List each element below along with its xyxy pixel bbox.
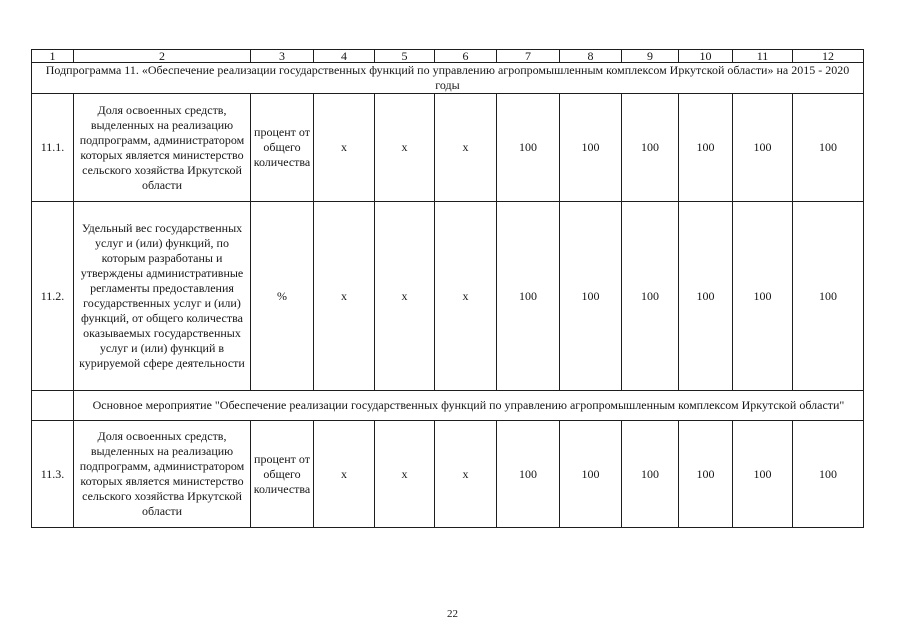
indicator-line: Доля освоенных средств,: [97, 102, 227, 117]
indicator-line: которых является министерство: [80, 147, 244, 162]
value-cell: х: [375, 94, 435, 202]
value-cell: 100: [679, 202, 733, 391]
indicator-line: которых является министерство: [80, 474, 244, 488]
value-cell: 100: [793, 421, 864, 528]
page-number: 22: [447, 608, 458, 620]
indicator-line: подпрограмм, администратором: [79, 132, 245, 147]
indicator-line: выделенных на реализацию: [90, 117, 234, 132]
indicator-line: области: [141, 504, 183, 518]
table-row: [32, 94, 864, 202]
subprogram-title-line: годы: [435, 78, 460, 92]
indicator-line: регламенты предоставления: [90, 281, 234, 295]
value-cell: 100: [497, 94, 560, 202]
unit-line: процент от: [254, 451, 310, 466]
value-cell: 100: [560, 94, 622, 202]
header-col-12: 12: [793, 50, 864, 63]
value-cell: 100: [622, 421, 679, 528]
header-col-8: 8: [560, 50, 622, 63]
indicator-name: [74, 202, 251, 391]
indicator-line: которым разработаны и: [101, 251, 223, 265]
table-row: [32, 202, 864, 391]
indicator-line: утверждены административные: [80, 266, 244, 280]
header-col-6: 6: [435, 50, 497, 63]
indicator-line: функций, от общего количества: [81, 311, 243, 325]
row-number: 11.3.: [32, 421, 74, 528]
value-cell: 100: [679, 421, 733, 528]
indicator-name: [74, 421, 251, 528]
header-col-3: 3: [251, 50, 314, 63]
unit-line: количества: [253, 155, 311, 169]
subprogram-title-line: Подпрограмма 11. «Обеспечение реализации государственных функций по управлению агропромышленным комплексом Иркутской области» на 2015 - 2020: [45, 63, 850, 77]
unit-line: процент от: [254, 125, 310, 139]
indicator-line: Доля освоенных средств,: [97, 429, 227, 443]
value-cell: 100: [793, 94, 864, 202]
indicator-line: государственных услуг и (или): [83, 296, 241, 310]
header-col-9: 9: [622, 50, 679, 63]
value-cell: 100: [622, 202, 679, 391]
header-col-2: 2: [74, 50, 251, 63]
header-col-4: 4: [314, 50, 375, 63]
value-cell: 100: [622, 94, 679, 202]
subprogram-title: [32, 63, 864, 94]
main-activity: Основное мероприятие "Обеспечение реализации государственных функций по управлению агропромышленным комплексом Иркутской области": [74, 391, 864, 421]
unit-cell: [251, 202, 314, 391]
indicator-line: области: [141, 177, 183, 192]
value-cell: х: [435, 94, 497, 202]
header-col-7: 7: [497, 50, 560, 63]
indicator-line: оказываемых государственных: [83, 326, 241, 340]
row-number: 11.2.: [32, 202, 74, 391]
unit-line: %: [277, 288, 287, 303]
indicator-name: [74, 94, 251, 202]
value-cell: 100: [497, 202, 560, 391]
indicator-line: выделенных на реализацию: [90, 444, 234, 458]
value-cell: 100: [733, 202, 793, 391]
value-cell: х: [375, 202, 435, 391]
value-cell: х: [435, 202, 497, 391]
header-row: [32, 50, 864, 63]
unit-cell: [251, 421, 314, 528]
value-cell: 100: [679, 94, 733, 202]
value-cell: х: [314, 421, 375, 528]
value-cell: х: [375, 421, 435, 528]
subprogram-row: [32, 63, 864, 94]
empty-cell: [32, 391, 74, 421]
unit-line: количества: [253, 481, 311, 496]
header-col-5: 5: [375, 50, 435, 63]
value-cell: 100: [497, 421, 560, 528]
value-cell: х: [435, 421, 497, 528]
value-cell: 100: [560, 202, 622, 391]
row-number: 11.1.: [32, 94, 74, 202]
indicator-line: услуг и (или) функций, по: [95, 236, 229, 250]
indicator-line: Удельный вес государственных: [81, 221, 243, 235]
indicator-line: услуг и (или) функций в: [99, 341, 225, 355]
unit-line: общего: [263, 140, 301, 154]
value-cell: 100: [733, 94, 793, 202]
header-col-1: 1: [32, 50, 74, 63]
main-activity-row: [32, 391, 864, 421]
value-cell: 100: [733, 421, 793, 528]
value-cell: 100: [793, 202, 864, 391]
indicator-line: курируемой сфере деятельности: [79, 356, 245, 370]
indicator-line: подпрограмм, администратором: [79, 459, 245, 473]
value-cell: 100: [560, 421, 622, 528]
indicator-line: сельского хозяйства Иркутской: [82, 162, 242, 177]
value-cell: х: [314, 202, 375, 391]
table-row: [32, 421, 864, 528]
indicator-line: сельского хозяйства Иркутской: [82, 489, 242, 503]
indicator-table: [31, 49, 864, 528]
header-col-11: 11: [733, 50, 793, 63]
unit-line: общего: [263, 466, 301, 481]
value-cell: х: [314, 94, 375, 202]
header-col-10: 10: [679, 50, 733, 63]
unit-cell: [251, 94, 314, 202]
